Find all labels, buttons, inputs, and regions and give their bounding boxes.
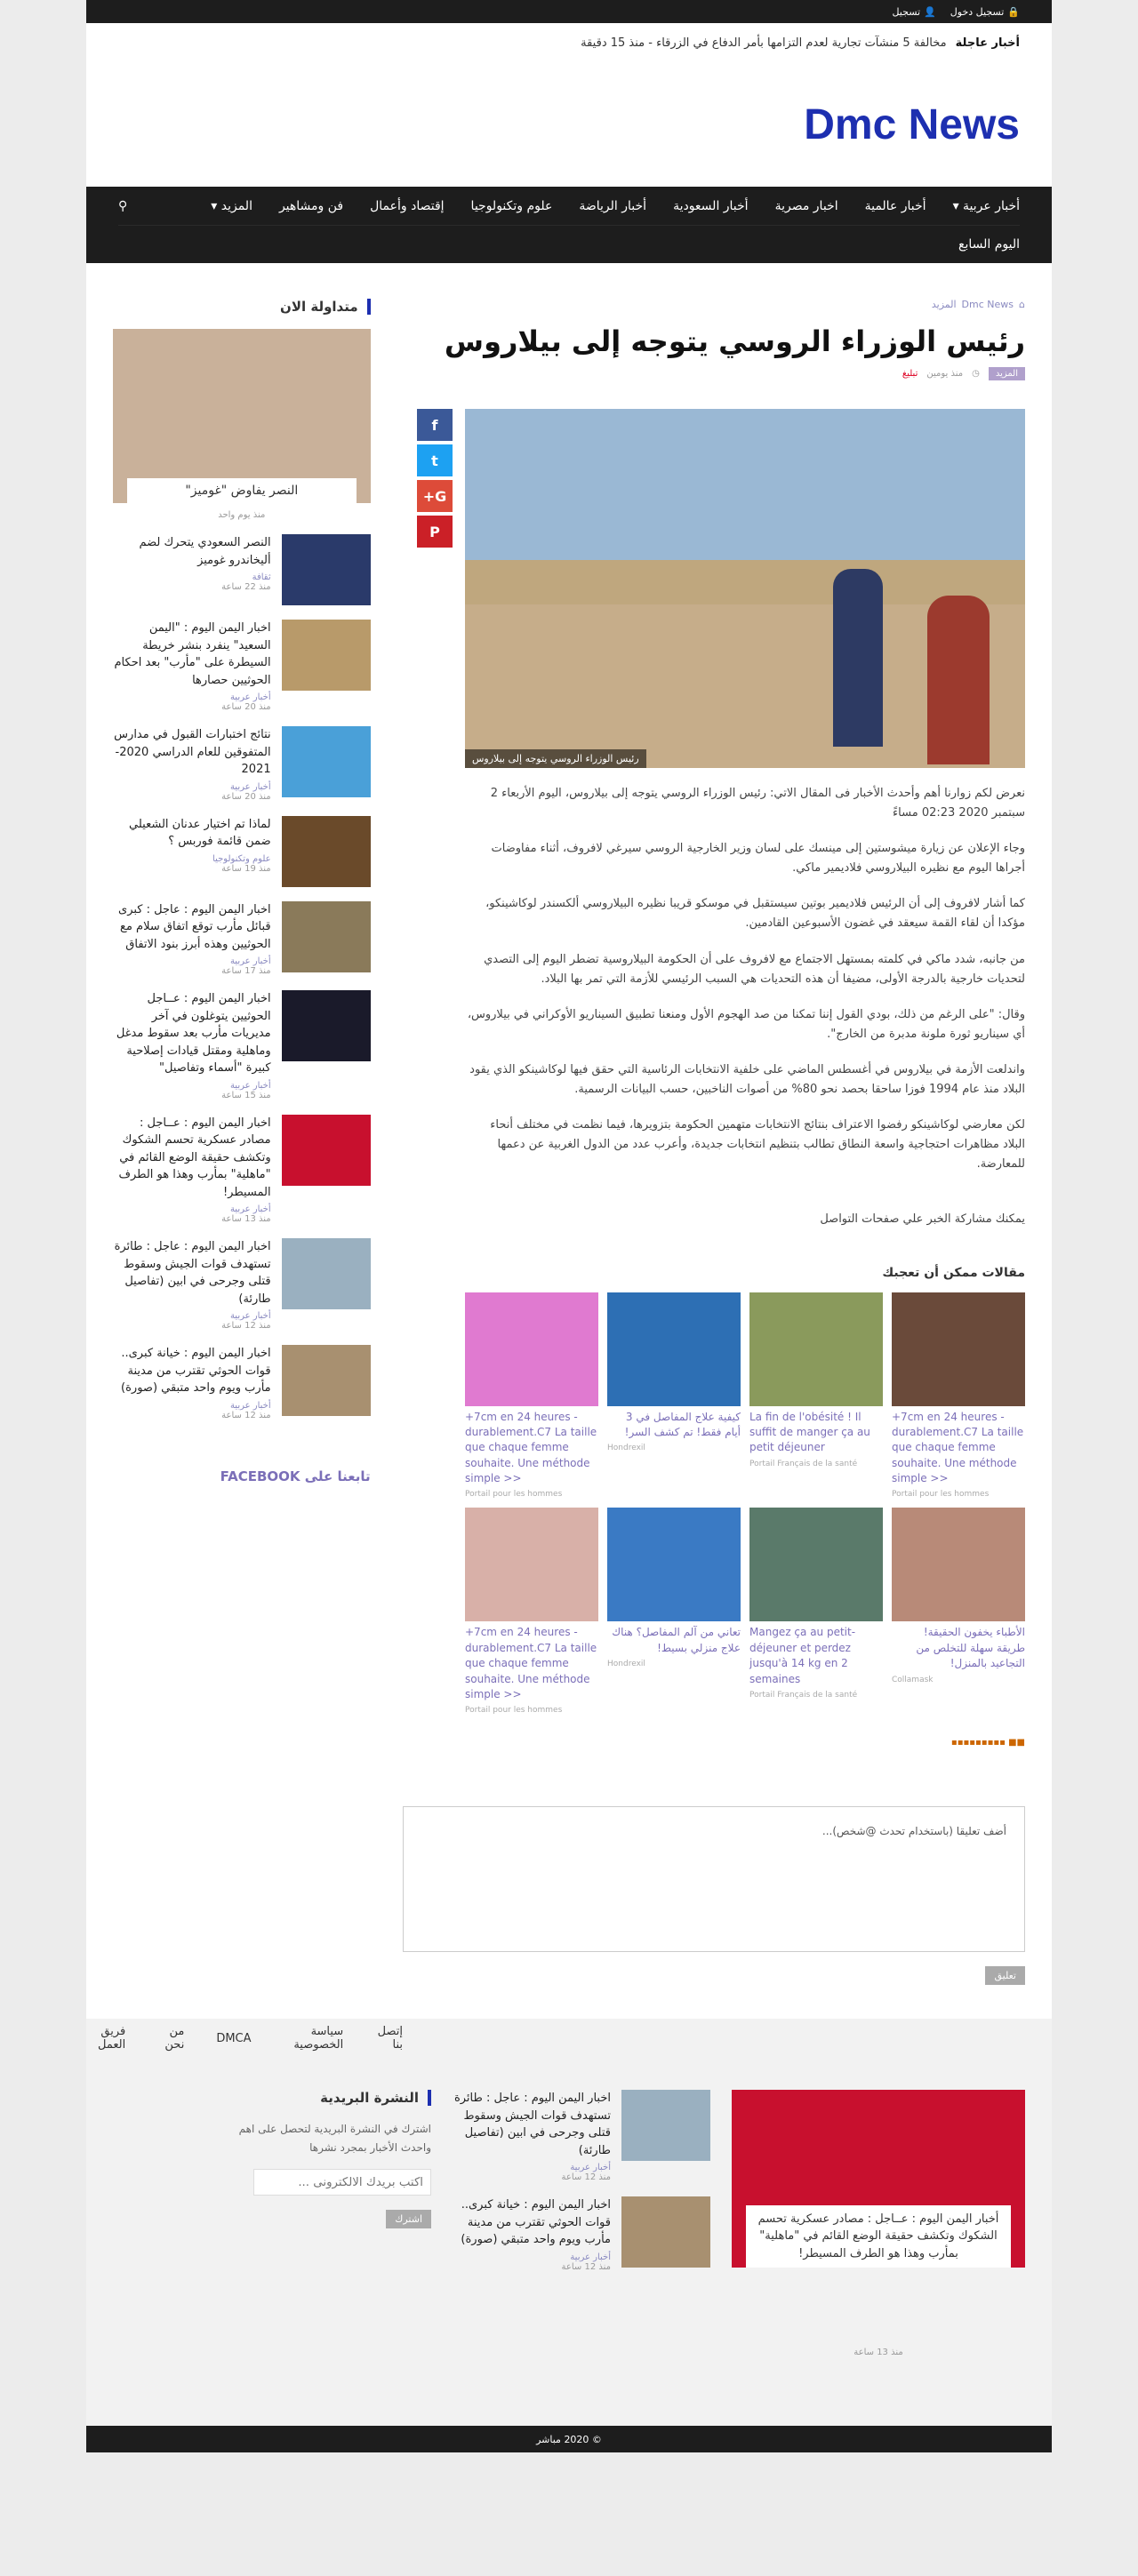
home-icon[interactable]: ⌂ — [1019, 299, 1025, 310]
google-plus-share-icon[interactable]: G+ — [417, 480, 453, 512]
breadcrumb — [403, 299, 1025, 310]
recommended-item[interactable]: La fin de l'obésité ! Il suffit de manger ça au petit déjeuner Portail Français de la santé — [749, 1292, 883, 1500]
news-thumbnail — [282, 620, 371, 691]
clock-icon: ◷ — [972, 369, 980, 379]
footer-link-team[interactable]: فريق العمل — [98, 2025, 126, 2052]
sidebar-news-item[interactable]: النصر السعودي يتحرك لضم أليخاندرو غوميز ثقافة منذ 22 ساعة — [113, 534, 371, 605]
article-paragraph: كما أشار لافروف إلى أن الرئيس فلاديمير بوتين سيستقبل في موسكو قريبا نظيره البيلاروسي ألكسندر لوكاشينكو، مؤكدا أن لقاء القمة سيعقد في غضون الأسبوعين القادمين. — [485, 897, 1025, 931]
footer-link-dmca[interactable]: DMCA — [216, 2031, 252, 2045]
sidebar-news-item[interactable]: لماذا تم اختيار عدنان الشعيلي ضمن قائمة فوربس ؟ علوم وتكنولوجيا منذ 19 ساعة — [113, 816, 371, 887]
footer-nav — [86, 2019, 1052, 2058]
main-nav — [86, 187, 1052, 263]
recommended-image — [892, 1292, 1025, 1406]
nav-item-more[interactable]: المزيد ▾ — [211, 198, 252, 213]
sidebar-news-item[interactable]: اخبار اليمن اليوم : عــاجل : مصادر عسكرية تحسم الشكوك وتكشف حقيقة الوضع القائم في "ماهلية" بمأرب وهذا هو الطرف المسيطر! أخبار عربية منذ 13 ساعة — [113, 1115, 371, 1225]
news-thumbnail — [282, 1115, 371, 1186]
footer-news-list — [453, 2090, 710, 2394]
recommended-item[interactable]: الأطباء يخفون الحقيقة! طريقة سهلة للتخلص من التجاعيد بالمنزل! Collamask — [892, 1508, 1025, 1715]
sidebar-news-item[interactable]: اخبار اليمن اليوم : عــاجل الحوثيين يتوغلون في آخر مديريات مأرب بعد سقوط مدغل وماهلية ومقتل قيادات إصلاحية كبيرة "أسماء وتفاصيل" أخبار عربية منذ 15 ساعة — [113, 990, 371, 1100]
sidebar — [113, 299, 371, 1985]
category-badge[interactable]: المزيد — [989, 367, 1025, 380]
news-thumbnail — [282, 1238, 371, 1309]
article-paragraph: نعرض لكم زوارنا أهم وأحدث الأخبار فى المقال الاتي: رئيس الوزراء الروسي يتوجه إلى بيلاروس، اليوم الأربعاء 2 سبتمبر 2020 02:23 مساءً — [490, 787, 1025, 820]
recommended-grid — [465, 1292, 1025, 1716]
copyright-text: © 2020 مباشر — [536, 2433, 602, 2445]
share-note: يمكنك مشاركة الخبر علي صفحات التواصل — [820, 1212, 1025, 1227]
recommended-item[interactable]: تعاني من آلم المفاصل؟ هناك علاج منزلي بسيط! Hondrexil — [607, 1508, 741, 1715]
nav-item-economy[interactable]: إقتصاد وأعمال — [370, 198, 445, 213]
nav-item-egypt-news[interactable]: اخبار مصرية — [774, 198, 838, 213]
news-thumbnail — [621, 2090, 710, 2161]
recommended-item[interactable]: +7cm en 24 heures - durablement.C7 La taille que chaque femme souhaite. Une méthode simple >> Portail pour les hommes — [465, 1508, 598, 1715]
newsletter-heading: النشرة البريدية — [236, 2090, 431, 2106]
recommended-image — [607, 1292, 741, 1406]
pinterest-share-icon[interactable]: P — [417, 516, 453, 548]
newsletter-text: اشترك في النشرة البريدية لتحصل على اهم واحدث الأخبار بمجرد نشرها — [238, 2123, 431, 2154]
footer-link-privacy[interactable]: سياسة الخصوصية — [293, 2025, 344, 2052]
article-image — [465, 409, 1025, 768]
article-paragraph: وقال: "على الرغم من ذلك، بودي القول إننا تمكنا من صد الهجوم الأول ومنعنا تطبيق السيناريو الأوكراني في بيلاروس، أي سيناريو ثورة ملونة مدبرة من الخارج". — [467, 1007, 1025, 1041]
footer-link-contact[interactable]: إتصل بنا — [377, 2025, 403, 2052]
top-bar — [86, 0, 1052, 23]
comment-input[interactable]: أضف تعليقا (باستخدام تحدث @شخص)... — [403, 1806, 1025, 1952]
register-link[interactable]: 👤 تسجيل — [892, 5, 936, 18]
article-paragraph: من جانبه، شدد ماكي في كلمته بمستهل الاجتماع مع لافروف على أن الحكومة البيلاروسية تضطر اليوم إلى التصدي لتحديات خارجية بالدرجة الأولى، مضيفا أن هذه التحديات هي السبب الرئيسي للأزمة التي تمر بها البلاد. — [484, 952, 1025, 986]
header — [86, 62, 1052, 187]
featured-title[interactable]: النصر يفاوض "غوميز" — [127, 478, 357, 503]
recommended-heading: مقالات ممكن أن تعجبك — [882, 1265, 1025, 1280]
footer — [86, 2058, 1052, 2426]
nav-item-celebrities[interactable]: فن ومشاهير — [278, 198, 344, 213]
comment-submit-button[interactable]: تعليق — [985, 1966, 1025, 1985]
nav-item-saudi-news[interactable]: أخبار السعودية — [673, 198, 749, 213]
nav-item-youm7[interactable]: اليوم السابع — [958, 237, 1020, 252]
trending-featured[interactable] — [113, 329, 371, 503]
trending-heading: متداولة الان — [113, 299, 371, 315]
recommended-image — [465, 1508, 598, 1621]
breaking-news-bar — [86, 23, 1052, 62]
featured-time: منذ يوم واحد — [218, 510, 266, 520]
copyright-bar — [86, 2426, 1052, 2452]
recommended-item[interactable]: +7cm en 24 heures - durablement.C7 La taille que chaque femme souhaite. Une méthode simple >> Portail pour les hommes — [892, 1292, 1025, 1500]
recommended-image — [892, 1508, 1025, 1621]
breaking-label: أخبار عاجلة — [955, 36, 1020, 50]
recommended-item[interactable]: Mangez ça au petit-déjeuner et perdez jusqu'à 14 kg en 2 semaines Portail Français de la santé — [749, 1508, 883, 1715]
article-title: رئيس الوزراء الروسي يتوجه إلى بيلاروس — [444, 324, 1025, 358]
search-icon[interactable]: ⚲ — [118, 198, 128, 213]
nav-item-science-tech[interactable]: علوم وتكنولوجيا — [470, 198, 553, 213]
login-link[interactable]: 🔒 تسجيل دخول — [950, 5, 1020, 18]
nav-item-arab-news[interactable]: أخبار عربية ▾ — [952, 198, 1020, 213]
breadcrumb-home[interactable]: Dmc News — [961, 299, 1014, 310]
sidebar-news-item[interactable]: اخبار اليمن اليوم : "اليمن السعيد" ينفرد بنشر خريطة السيطرة على "مأرب" بعد احكام الحوثيين حصارها أخبار عربية منذ 20 ساعة — [113, 620, 371, 712]
news-thumbnail — [282, 534, 371, 605]
newsletter-subscribe-button[interactable]: اشترك — [386, 2210, 431, 2228]
recommended-item[interactable]: كيفية علاج المفاصل في 3 أيام فقط! تم كشف السر! Hondrexil — [607, 1292, 741, 1500]
share-buttons — [417, 409, 453, 1748]
newsletter — [236, 2090, 431, 2394]
news-thumbnail — [282, 990, 371, 1061]
article-time: منذ يومين — [926, 369, 964, 379]
sidebar-news-item[interactable]: اخبار اليمن اليوم : خيانة كبرى.. قوات الحوثي تقترب من مدينة مأرب ويوم واحد متبقي (صورة) أخبار عربية منذ 12 ساعة — [113, 1345, 371, 1420]
twitter-share-icon[interactable]: t — [417, 444, 453, 476]
site-logo[interactable]: Dmc News — [804, 100, 1020, 148]
recommended-item[interactable]: +7cm en 24 heures - durablement.C7 La taille que chaque femme souhaite. Une méthode simple >> Portail pour les hommes — [465, 1292, 598, 1500]
sidebar-news-item[interactable]: اخبار اليمن اليوم : عاجل : طائرة تستهدف قوات الجيش وسقوط قتلى وجرحى في ابين (تفاصيل طارئة) أخبار عربية منذ 12 ساعة — [113, 1238, 371, 1331]
nav-item-sports[interactable]: أخبار الرياضة — [579, 198, 647, 213]
article-paragraph: وجاء الإعلان عن زيارة ميشوستين إلى مينسك على لسان وزير الخارجية الروسي سيرغي لافروف، أثناء مفاوضات أجراها اليوم مع نظيره البيلاروسي فلاديمير ماكي. — [491, 842, 1025, 876]
footer-news-item[interactable]: اخبار اليمن اليوم : خيانة كبرى.. قوات الحوثي تقترب من مدينة مأرب ويوم واحد متبقي (صورة) أخبار عربية منذ 12 ساعة — [453, 2196, 710, 2272]
footer-featured[interactable]: أخبار اليمن اليوم : عــاجل : مصادر عسكرية تحسم الشكوك وتكشف حقيقة الوضع القائم في "ماهلية" بمأرب وهذا هو الطرف المسيطر! منذ 13 ساعة — [732, 2090, 1025, 2394]
news-thumbnail — [282, 901, 371, 972]
image-caption: رئيس الوزراء الروسي يتوجه إلى بيلاروس — [465, 749, 646, 768]
article-column — [403, 299, 1025, 1985]
news-thumbnail — [282, 1345, 371, 1416]
recommended-image — [607, 1508, 741, 1621]
facebook-follow-heading[interactable]: تابعنا على FACEBOOK — [220, 1468, 371, 1484]
footer-link-about[interactable]: من نحن — [164, 2025, 185, 2052]
news-thumbnail — [282, 726, 371, 797]
breadcrumb-category[interactable]: المزيد — [931, 299, 957, 310]
report-link[interactable]: تبليغ — [902, 369, 918, 379]
breaking-news-link[interactable]: مخالفة 5 منشآت تجارية لعدم التزامها بأمر الدفاع في الزرقاء - منذ 15 دقيقة — [581, 36, 947, 50]
newsletter-email-input[interactable] — [253, 2169, 431, 2196]
sidebar-news-item[interactable]: نتائج اختبارات القبول في مدارس المتفوقين للعام الدراسي 2020-2021 أخبار عربية منذ 20 ساعة — [113, 726, 371, 802]
ad-logo-icon[interactable]: ■■ ▪▪▪▪▪▪▪▪▪ — [950, 1738, 1025, 1748]
recommended-image — [749, 1508, 883, 1621]
sidebar-news-item[interactable]: اخبار اليمن اليوم : عاجل : كبرى قبائل مأرب توقع اتفاق سلام مع الحوثيين وهذه أبرز بنود الاتفاق أخبار عربية منذ 17 ساعة — [113, 901, 371, 977]
footer-featured-image: أخبار اليمن اليوم : عــاجل : مصادر عسكرية تحسم الشكوك وتكشف حقيقة الوضع القائم في "ماهلية" بمأرب وهذا هو الطرف المسيطر! — [732, 2090, 1025, 2268]
nav-item-world-news[interactable]: أخبار عالمية — [864, 198, 926, 213]
footer-news-item[interactable]: اخبار اليمن اليوم : عاجل : طائرة تستهدف قوات الجيش وسقوط قتلى وجرحى في ابين (تفاصيل طارئة) أخبار عربية منذ 12 ساعة — [453, 2090, 710, 2182]
recommended-image — [465, 1292, 598, 1406]
article-paragraph: واندلعت الأزمة في بيلاروس في أغسطس الماضي على خلفية الانتخابات الرئاسية التي حقق فيها لوكاشينكو الذي يقود البلاد منذ عام 1994 فوزا ساحقا بحصد نحو 80% من أصوات الناخبين، حسب البيانات الرسمية. — [469, 1062, 1025, 1097]
news-thumbnail — [621, 2196, 710, 2268]
facebook-share-icon[interactable]: f — [417, 409, 453, 441]
article-meta — [403, 367, 1025, 380]
article-paragraph: لكن معارضي لوكاشينكو رفضوا الاعتراف بنتائج الانتخابات متهمين الحكومة بتزويرها، فيما نظمت في مختلف أنحاء البلاد مظاهرات احتجاجية واسعة النطاق تطالب بتنظيم انتخابات جديدة، وأعرب عدد من الدول الغربية عن دعمها للمعارضة. — [490, 1118, 1025, 1172]
news-thumbnail — [282, 816, 371, 887]
recommended-image — [749, 1292, 883, 1406]
